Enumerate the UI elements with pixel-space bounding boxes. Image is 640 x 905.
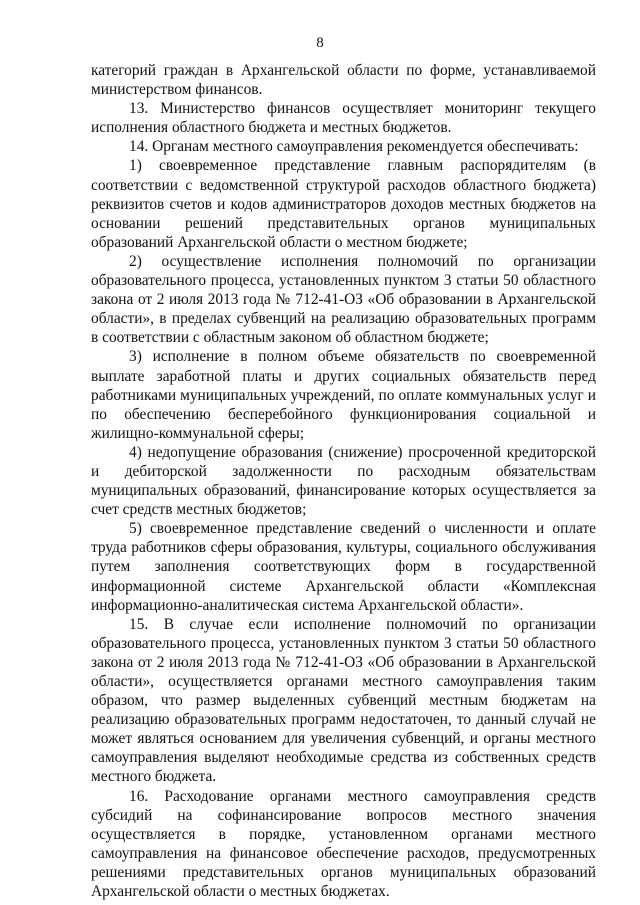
paragraph: 4) недопущение образования (снижение) просроченной кредиторской и дебиторской задолженности по расходным обязательствам муниципальных образований, финансирование которых осуществляется за счет средств местных бюджетов; xyxy=(91,443,596,519)
paragraph: 13. Министерство финансов осуществляет мониторинг текущего исполнения областного бюджета и местных бюджетов. xyxy=(91,100,596,137)
paragraph: 16. Расходование органами местного самоуправления средств субсидий на софинансирование вопросов местного значения осуществляется в порядке, установленном органами местного самоуправления на финансовое обеспечение расходов, предусмотренных решениями представительных органов муниципальных образований Архангельской области о местных бюджетах. xyxy=(91,787,596,901)
page-number: 8 xyxy=(316,35,324,51)
paragraph: категорий граждан в Архангельской области по форме, устанавливаемой министерством финансов. xyxy=(91,62,596,99)
document-body xyxy=(91,61,596,901)
paragraph: 14. Органам местного самоуправления рекомендуется обеспечивать: xyxy=(129,138,579,156)
paragraph: 5) своевременное представление сведений о численности и оплате труда работников сферы образования, культуры, социального обслуживания путем заполнения соответствующих форм в государственной информационной системе Архангельской области «Комплексная информационно-аналитическая система Архангельской области». xyxy=(91,520,596,614)
paragraph: 15. В случае если исполнение полномочий по организации образовательного процесса, установленных пунктом 3 статьи 50 областного закона от 2 июля 2013 года № 712-41-ОЗ «Об образовании в Архангельской области», осуществляется органами местного самоуправления таким образом, что размер выделенных субвенций местным бюджетам на реализацию образовательных программ недостаточен, то данный случай не может являться основанием для увеличения субвенций, и органы местного самоуправления выделяют необходимые средства из собственных средств местного бюджета. xyxy=(91,615,596,786)
paragraph: 3) исполнение в полном объеме обязательств по своевременной выплате заработной платы и других социальных обязательств перед работниками муниципальных учреждений, по оплате коммунальных услуг и по обеспечению бесперебойного функционирования социальной и жилищно-коммунальной сферы; xyxy=(91,348,596,442)
paragraph: 2) осуществление исполнения полномочий по организации образовательного процесса, установленных пунктом 3 статьи 50 областного закона от 2 июля 2013 года № 712-41-ОЗ «Об образовании в Архангельской области», в пределах субвенций на реализацию образовательных программ в соответствии с областным законом об областном бюджете; xyxy=(91,252,596,347)
paragraph: 1) своевременное представление главным распорядителям (в соответствии с ведомственной структурой расходов областного бюджета) реквизитов счетов и кодов администраторов доходов местных бюджетов на основании решений представительных органов муниципальных образований Архангельской области о местном бюджете; xyxy=(91,157,596,251)
